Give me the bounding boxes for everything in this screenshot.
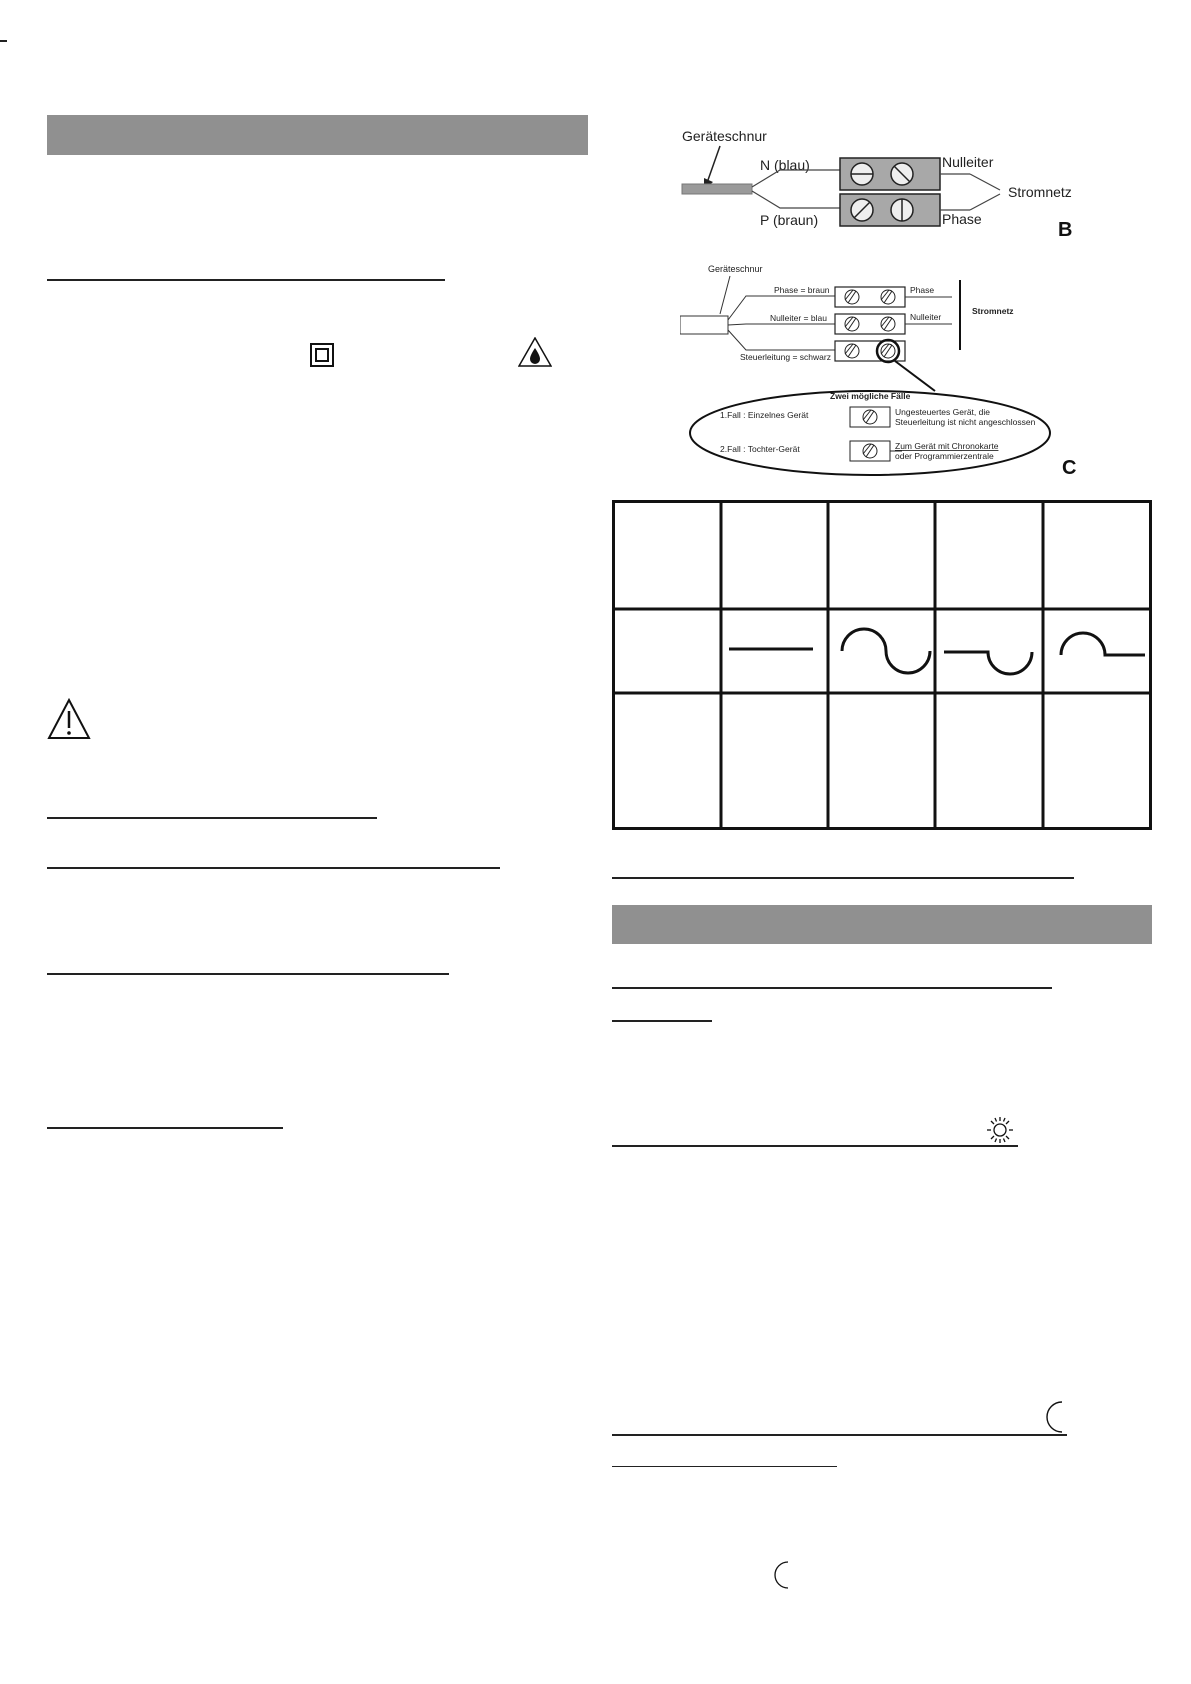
heading-underline-6	[612, 877, 1074, 879]
case1-desc-line1: Ungesteuertes Gerät, die	[895, 407, 990, 417]
cases-title: Zwei mögliche Fälle	[830, 391, 911, 401]
figure-letter-b: B	[1058, 219, 1073, 241]
case2-desc-line1: Zum Gerät mit Chronokarte	[895, 441, 999, 451]
grid-label-c: Stromnetz	[972, 306, 1014, 316]
row3-left-label: Steuerleitung = schwarz	[740, 352, 831, 362]
warning-triangle-icon	[47, 698, 91, 740]
row1-left-label: Phase = braun	[774, 285, 830, 295]
waveform-full-wave	[842, 629, 930, 673]
row2-right-label: Nulleiter	[910, 312, 942, 322]
row2-left-label: Nulleiter = blau	[770, 313, 827, 323]
case2-desc-line2: oder Programmierzentrale	[895, 451, 994, 461]
figure-letter-c: C	[1062, 457, 1077, 479]
grid-label: Stromnetz	[1008, 184, 1072, 200]
double-insulation-icon	[310, 343, 334, 367]
drip-proof-icon	[518, 337, 552, 367]
neutral-wire-label: N (blau)	[760, 157, 810, 173]
heading-underline-4	[47, 973, 449, 975]
heading-underline-eco	[612, 1434, 1067, 1436]
section-header-bar-left	[47, 115, 588, 155]
heading-underline-2	[47, 817, 377, 819]
heading-underline-comfort	[612, 1145, 1018, 1147]
page-corner-mark	[0, 40, 7, 42]
phase-wire-label: P (braun)	[760, 212, 819, 228]
wiring-diagram-b	[670, 120, 1100, 245]
heading-underline-3	[47, 867, 500, 869]
heading-underline-8	[612, 1020, 712, 1022]
heading-underline-9	[612, 1466, 837, 1467]
heading-underline-5	[47, 1127, 283, 1129]
cord-label: Geräteschnur	[682, 128, 767, 144]
control-signal-table	[612, 500, 1152, 830]
wiring-diagram-c	[680, 258, 1100, 480]
section-header-bar-right	[612, 905, 1152, 944]
heading-underline-7	[612, 987, 1052, 989]
moon-icon	[1044, 1400, 1070, 1434]
sun-icon	[985, 1115, 1015, 1145]
waveform-negative-half-wave	[944, 652, 1032, 674]
row1-right-label: Phase	[910, 285, 935, 295]
phase-label: Phase	[942, 211, 982, 227]
case1-desc-line2: Steuerleitung ist nicht angeschlossen	[895, 417, 1036, 427]
heading-underline-1	[47, 279, 445, 281]
cord-label-c: Geräteschnur	[708, 264, 763, 274]
moon-icon-inline	[773, 1560, 795, 1590]
case1-label: 1.Fall : Einzelnes Gerät	[720, 410, 809, 420]
waveform-positive-half-wave	[1061, 633, 1145, 655]
case2-label: 2.Fall : Tochter-Gerät	[720, 444, 800, 454]
neutral-conductor-label: Nulleiter	[942, 154, 994, 170]
